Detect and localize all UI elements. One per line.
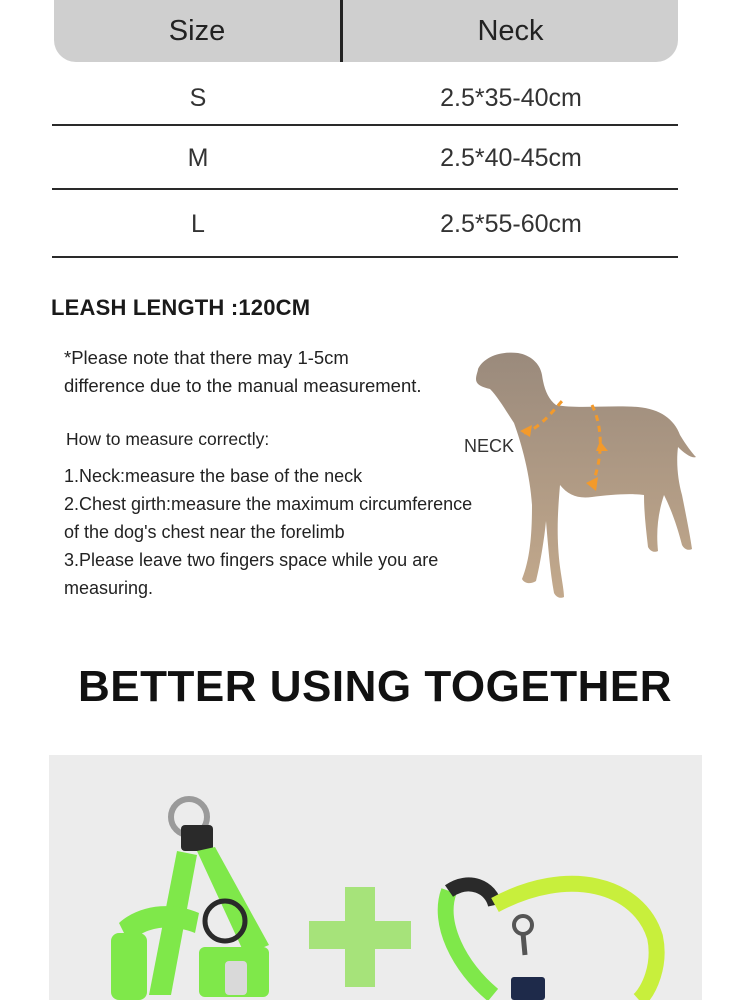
neck-cell: 2.5*35-40cm [440, 83, 582, 112]
size-cell: L [191, 209, 205, 238]
row-divider [52, 256, 678, 258]
table-header [54, 0, 678, 62]
howto-title: How to measure correctly: [66, 429, 270, 449]
leash-image [446, 884, 657, 1000]
note-line-2: difference due to the manual measurement. [64, 375, 422, 396]
neck-cell: 2.5*55-60cm [440, 209, 582, 238]
neck-cell: 2.5*40-45cm [440, 143, 582, 172]
size-cell: S [189, 83, 207, 112]
table-row [52, 68, 678, 128]
dog-measure-illustration [460, 345, 710, 600]
product-photo [49, 755, 702, 1000]
dog-silhouette [476, 353, 696, 598]
step-line: 3.Please leave two fingers space while you are [64, 550, 439, 570]
note-line-1: *Please note that there may 1-5cm [64, 347, 349, 368]
table-row [52, 128, 678, 188]
product-photo-art [49, 755, 702, 1000]
step-line: measuring. [64, 578, 154, 598]
size-cell: M [187, 143, 209, 172]
row-divider [52, 124, 678, 126]
step-line: 2.Chest girth:measure the maximum circumference [64, 494, 473, 514]
harness-image [111, 799, 269, 1000]
step-line: 1.Neck:measure the base of the neck [64, 466, 363, 486]
leash-length: LEASH LENGTH :120CM [51, 295, 311, 320]
section-heading: BETTER USING TOGETHER [78, 662, 672, 711]
plus-icon [309, 887, 411, 987]
neck-label: NECK [464, 436, 515, 456]
step-line: of the dog's chest near the forelimb [64, 522, 345, 542]
row-divider [52, 188, 678, 190]
header-neck: Neck [477, 14, 544, 47]
header-size: Size [168, 14, 226, 47]
table-row [52, 192, 678, 256]
measure-steps [64, 462, 472, 602]
